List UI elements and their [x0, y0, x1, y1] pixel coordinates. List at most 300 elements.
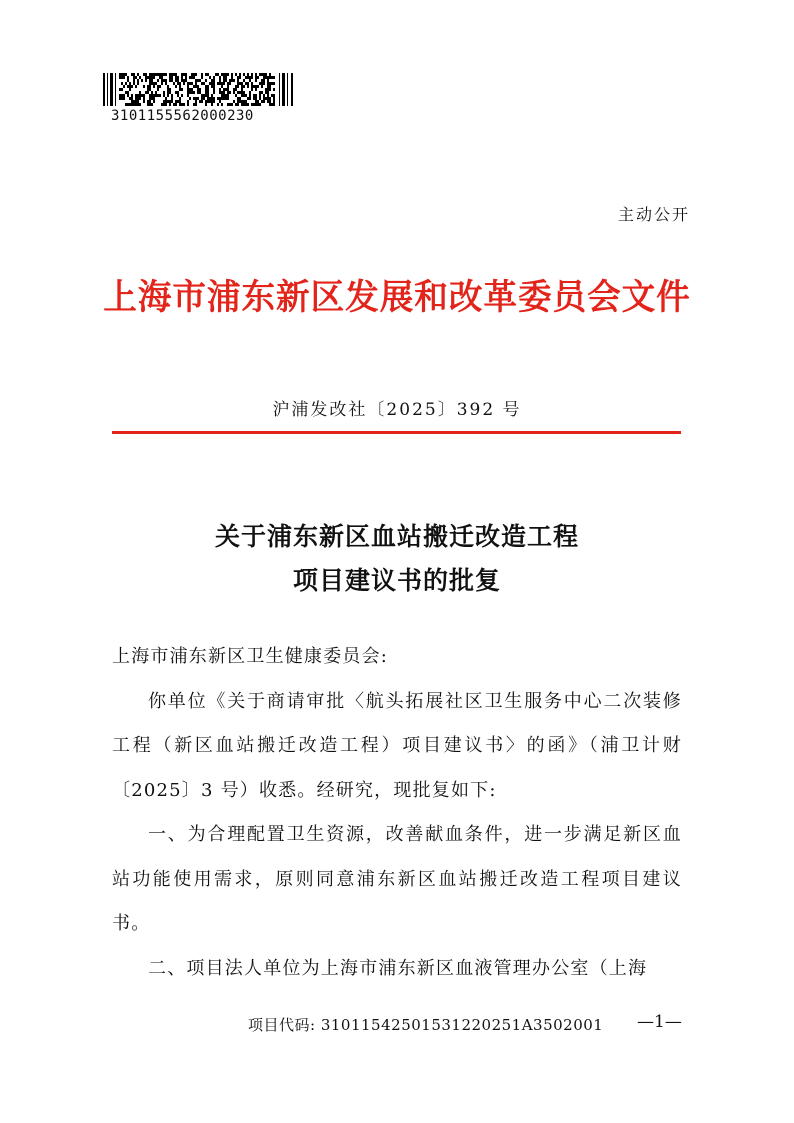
barcode-module [245, 76, 247, 79]
barcode-module [217, 103, 219, 106]
barcode-module [133, 100, 135, 103]
barcode-module [219, 82, 221, 85]
barcode-module [207, 100, 209, 103]
barcode-module [171, 73, 173, 76]
barcode-module [177, 82, 179, 85]
barcode-module [135, 100, 137, 103]
barcode-module [175, 103, 177, 106]
barcode-module [225, 73, 227, 76]
barcode-module [282, 73, 285, 106]
barcode-module [187, 85, 189, 88]
barcode-module [127, 91, 129, 94]
barcode-module [139, 103, 141, 106]
barcode-module [189, 88, 191, 91]
barcode-module [223, 76, 225, 79]
barcode-module [133, 82, 135, 85]
barcode-module [141, 79, 143, 82]
barcode-module [235, 85, 237, 88]
barcode-module [125, 91, 127, 94]
barcode-module [163, 79, 165, 82]
barcode-module [269, 103, 271, 106]
barcode-module [187, 91, 189, 94]
barcode-module [255, 73, 257, 76]
barcode-module [173, 103, 175, 106]
barcode-module [177, 94, 179, 97]
barcode-module [159, 85, 161, 88]
barcode-module [185, 73, 187, 76]
barcode-module [263, 100, 265, 103]
paragraph-3: 二、项目法人单位为上海市浦东新区血液管理办公室（上海 [148, 957, 648, 979]
barcode-module [167, 94, 169, 97]
barcode-module [251, 103, 253, 106]
barcode-module [153, 97, 155, 100]
barcode-module [195, 79, 197, 82]
barcode-module [223, 97, 225, 100]
barcode-module [139, 97, 141, 100]
barcode-module [225, 76, 227, 79]
barcode-module [219, 76, 221, 79]
barcode-module [229, 91, 231, 94]
barcode-module [127, 85, 129, 88]
barcode-module [257, 103, 259, 106]
barcode-module [163, 94, 165, 97]
barcode-module [255, 76, 257, 79]
barcode-module [237, 103, 239, 106]
barcode-module [223, 73, 225, 76]
barcode-module [245, 94, 247, 97]
barcode-module [235, 88, 237, 91]
barcode-module [129, 85, 131, 88]
barcode-module [263, 79, 265, 82]
barcode-module [239, 76, 241, 79]
barcode-module [259, 73, 261, 76]
barcode-module [203, 94, 205, 97]
barcode-module [291, 73, 293, 106]
barcode-module [167, 100, 169, 103]
barcode-module [205, 79, 207, 82]
barcode-module [175, 91, 177, 94]
barcode-module [169, 76, 171, 79]
salutation: 上海市浦东新区卫生健康委员会: [112, 646, 389, 667]
barcode-module [253, 103, 255, 106]
barcode-module [253, 97, 255, 100]
barcode-module [203, 97, 205, 100]
barcode-module [151, 103, 153, 106]
barcode-module [227, 97, 229, 100]
barcode-module [133, 73, 135, 76]
barcode-module [127, 94, 129, 97]
barcode-module [169, 91, 171, 94]
barcode-module [171, 79, 173, 82]
barcode-module [165, 97, 167, 100]
barcode-module [261, 79, 263, 82]
barcode-module [183, 103, 185, 106]
barcode-module [123, 94, 125, 97]
red-separator-rule [112, 431, 681, 434]
barcode-module [175, 79, 177, 82]
barcode-module [123, 85, 125, 88]
barcode-module [163, 73, 165, 76]
barcode-module [241, 91, 243, 94]
barcode-module [123, 97, 125, 100]
barcode-module [195, 85, 197, 88]
barcode-module [137, 100, 139, 103]
barcode-module [211, 82, 213, 85]
barcode-module [179, 97, 181, 100]
barcode-module [181, 88, 183, 91]
barcode-module [123, 76, 125, 79]
barcode-module [125, 103, 127, 106]
barcode-module [157, 94, 159, 97]
barcode-module [133, 103, 135, 106]
barcode-module [155, 73, 157, 76]
barcode-module [213, 85, 215, 88]
barcode-module [241, 82, 243, 85]
barcode-module [119, 94, 121, 97]
barcode-module [223, 88, 225, 91]
barcode-module [197, 79, 199, 82]
barcode-module [171, 97, 173, 100]
barcode-module [149, 100, 151, 103]
barcode-module [107, 73, 108, 106]
barcode-module [225, 79, 227, 82]
barcode-module [157, 85, 159, 88]
barcode-module [273, 82, 275, 85]
barcode-module [211, 79, 213, 82]
barcode-module [169, 103, 171, 106]
barcode-module [195, 82, 197, 85]
barcode-module [259, 91, 261, 94]
barcode-module [261, 73, 263, 76]
barcode-module [261, 91, 263, 94]
barcode-module [121, 82, 123, 85]
barcode-module [265, 73, 267, 76]
barcode-module [219, 88, 221, 91]
barcode-module [257, 76, 259, 79]
barcode-module [191, 76, 193, 79]
barcode-module [161, 82, 163, 85]
barcode-module [279, 73, 280, 106]
barcode-module [187, 88, 189, 91]
barcode-module [155, 91, 157, 94]
barcode-module [149, 103, 151, 106]
barcode-module [121, 88, 123, 91]
barcode-module [163, 103, 165, 106]
barcode-module [171, 94, 173, 97]
barcode-module [197, 85, 199, 88]
barcode-module [263, 73, 265, 76]
project-code-footer [248, 1014, 603, 1035]
barcode-module [131, 97, 133, 100]
barcode-module [127, 76, 129, 79]
barcode-module [171, 100, 173, 103]
barcode-module [137, 79, 139, 82]
issuer-title: 上海市浦东新区发展和改革委员会文件 [103, 277, 691, 318]
barcode-module [255, 94, 257, 97]
barcode-module [143, 85, 145, 88]
barcode-module [149, 97, 151, 100]
barcode-module [181, 76, 183, 79]
barcode-module [247, 82, 249, 85]
barcode-module [255, 100, 257, 103]
barcode-module [179, 85, 181, 88]
barcode-module [169, 79, 171, 82]
barcode-module [179, 88, 181, 91]
barcode-module [189, 76, 191, 79]
barcode-module [273, 94, 275, 97]
barcode-module [181, 73, 183, 76]
barcode-module [169, 100, 171, 103]
barcode-module [205, 103, 207, 106]
barcode-module [247, 76, 249, 79]
barcode-module [241, 94, 243, 97]
barcode-module [257, 100, 259, 103]
barcode-module [121, 73, 123, 76]
barcode-module [155, 82, 157, 85]
barcode-module [187, 94, 189, 97]
barcode-module [135, 85, 137, 88]
barcode-module [269, 85, 271, 88]
barcode-module [251, 88, 253, 91]
barcode-module [239, 73, 241, 76]
barcode-module [193, 85, 195, 88]
barcode-module [195, 100, 197, 103]
barcode-module [273, 88, 275, 91]
barcode-module [165, 103, 167, 106]
barcode-module [225, 94, 227, 97]
barcode-module [239, 91, 241, 94]
barcode-module [133, 76, 135, 79]
barcode-module [165, 100, 167, 103]
barcode-module [211, 94, 213, 97]
barcode-module [235, 73, 237, 76]
barcode-module [179, 103, 181, 106]
barcode-module [197, 88, 199, 91]
barcode-module [179, 100, 181, 103]
barcode-module [205, 85, 207, 88]
barcode-module [141, 94, 143, 97]
barcode-module [149, 94, 151, 97]
barcode-module [171, 76, 173, 79]
barcode-module [167, 91, 169, 94]
barcode-module [229, 103, 231, 106]
barcode-module [211, 103, 213, 106]
barcode-module [201, 100, 203, 103]
barcode-module [110, 73, 113, 106]
barcode-module [191, 91, 193, 94]
barcode-module [227, 103, 229, 106]
barcode-module [143, 97, 145, 100]
barcode-module [273, 100, 275, 103]
barcode-module [219, 79, 221, 82]
barcode-module [213, 97, 215, 100]
barcode-module [149, 82, 151, 85]
barcode-module [259, 94, 261, 97]
barcode-module [251, 82, 253, 85]
barcode-module [175, 73, 177, 76]
barcode-module [231, 76, 233, 79]
barcode-module [243, 94, 245, 97]
barcode-module [199, 79, 201, 82]
barcode-module [265, 91, 267, 94]
barcode-module [237, 76, 239, 79]
barcode-module [151, 97, 153, 100]
barcode-module [213, 79, 215, 82]
barcode-module [161, 79, 163, 82]
document-title-line-2: 项目建议书的批复 [292, 566, 501, 595]
barcode-module [125, 73, 127, 76]
barcode-module [267, 91, 269, 94]
barcode-module [157, 88, 159, 91]
barcode-module [191, 88, 193, 91]
barcode-module [185, 76, 187, 79]
barcode-module [241, 88, 243, 91]
barcode-module [139, 91, 141, 94]
barcode-module [147, 85, 149, 88]
barcode-module [195, 73, 197, 76]
barcode-module [267, 88, 269, 91]
barcode-module [177, 91, 179, 94]
barcode-module [201, 94, 203, 97]
document-body [112, 635, 682, 991]
barcode-module [251, 73, 253, 76]
barcode-module [177, 100, 179, 103]
barcode-module [223, 79, 225, 82]
barcode-module [273, 103, 275, 106]
barcode-module [255, 103, 257, 106]
barcode-module [183, 73, 185, 76]
barcode-module [129, 103, 131, 106]
barcode-module [213, 91, 215, 94]
barcode-module [225, 97, 227, 100]
barcode-module [195, 103, 197, 106]
barcode-module [243, 73, 245, 76]
barcode-module [249, 94, 251, 97]
barcode-module [147, 100, 149, 103]
barcode-module [211, 100, 213, 103]
barcode-module [131, 85, 133, 88]
barcode-module [121, 94, 123, 97]
barcode-module [207, 73, 209, 76]
barcode-module [221, 94, 223, 97]
barcode-module [231, 79, 233, 82]
barcode-module [269, 100, 271, 103]
barcode-module [213, 82, 215, 85]
barcode-module [219, 91, 221, 94]
barcode-module [271, 76, 273, 79]
barcode-module [269, 82, 271, 85]
barcode-module [221, 103, 223, 106]
barcode-module [267, 79, 269, 82]
barcode-module [271, 82, 273, 85]
barcode-module [259, 103, 261, 106]
barcode-module [195, 97, 197, 100]
barcode-module [227, 73, 229, 76]
barcode-module [255, 88, 257, 91]
barcode-module [251, 76, 253, 79]
barcode-module [227, 85, 229, 88]
barcode-module [201, 82, 203, 85]
barcode-module [207, 88, 209, 91]
barcode-module [267, 94, 269, 97]
barcode-module [153, 85, 155, 88]
paragraph-2: 一、为合理配置卫生资源，改善献血条件，进一步满足新区血站功能使用需求，原则同意浦东新区血站搬迁改造工程项目建议书。 [112, 824, 682, 934]
barcode-module [209, 76, 211, 79]
barcode-module [237, 100, 239, 103]
barcode-module [191, 82, 193, 85]
barcode-module [247, 97, 249, 100]
barcode-module [243, 103, 245, 106]
barcode-module [255, 97, 257, 100]
barcode-module [193, 97, 195, 100]
barcode-module [229, 79, 231, 82]
barcode-module [175, 100, 177, 103]
paragraph-1: 你单位《关于商请审批〈航头拓展社区卫生服务中心二次装修工程（新区血站搬迁改造工程）项目建议书〉的函》（浦卫计财〔2025〕3 号）收悉。经研究，现批复如下: [112, 690, 682, 801]
barcode-module [121, 76, 123, 79]
barcode-module [263, 97, 265, 100]
barcode-module [143, 94, 145, 97]
barcode-module [257, 85, 259, 88]
barcode-module [147, 91, 149, 94]
barcode-module [135, 94, 137, 97]
barcode-number: 3101155562000230 [111, 108, 254, 124]
barcode-module [271, 94, 273, 97]
barcode-module [209, 82, 211, 85]
barcode-module [209, 97, 211, 100]
barcode-module [183, 79, 185, 82]
barcode-module [231, 103, 233, 106]
barcode-module [145, 73, 147, 76]
barcode-module [147, 76, 149, 79]
barcode-module [261, 82, 263, 85]
barcode-module [169, 88, 171, 91]
barcode-module [233, 91, 235, 94]
barcode-module [181, 103, 183, 106]
barcode-module [249, 97, 251, 100]
document-barcode [103, 73, 295, 106]
barcode-module [175, 76, 177, 79]
barcode-module [239, 100, 241, 103]
barcode-module [255, 85, 257, 88]
barcode-module [197, 91, 199, 94]
barcode-module [119, 73, 121, 76]
barcode-module [287, 73, 288, 106]
barcode-module [165, 79, 167, 82]
barcode-module [269, 88, 271, 91]
barcode-module [267, 85, 269, 88]
barcode-module [199, 88, 201, 91]
barcode-module [207, 94, 209, 97]
barcode-module [205, 73, 207, 76]
barcode-module [189, 91, 191, 94]
barcode-module [161, 76, 163, 79]
barcode-module [249, 79, 251, 82]
barcode-module [207, 85, 209, 88]
barcode-module [199, 100, 201, 103]
barcode-module [241, 103, 243, 106]
barcode-module [217, 73, 219, 76]
barcode-module [147, 88, 149, 91]
barcode-module [157, 79, 159, 82]
barcode-module [231, 73, 233, 76]
barcode-module [239, 97, 241, 100]
barcode-module [237, 97, 239, 100]
barcode-module [233, 100, 235, 103]
barcode-module [213, 88, 215, 91]
barcode-module [199, 91, 201, 94]
document-title-line-1: 关于浦东新区血站搬迁改造工程 [214, 522, 579, 551]
barcode-module [221, 73, 223, 76]
